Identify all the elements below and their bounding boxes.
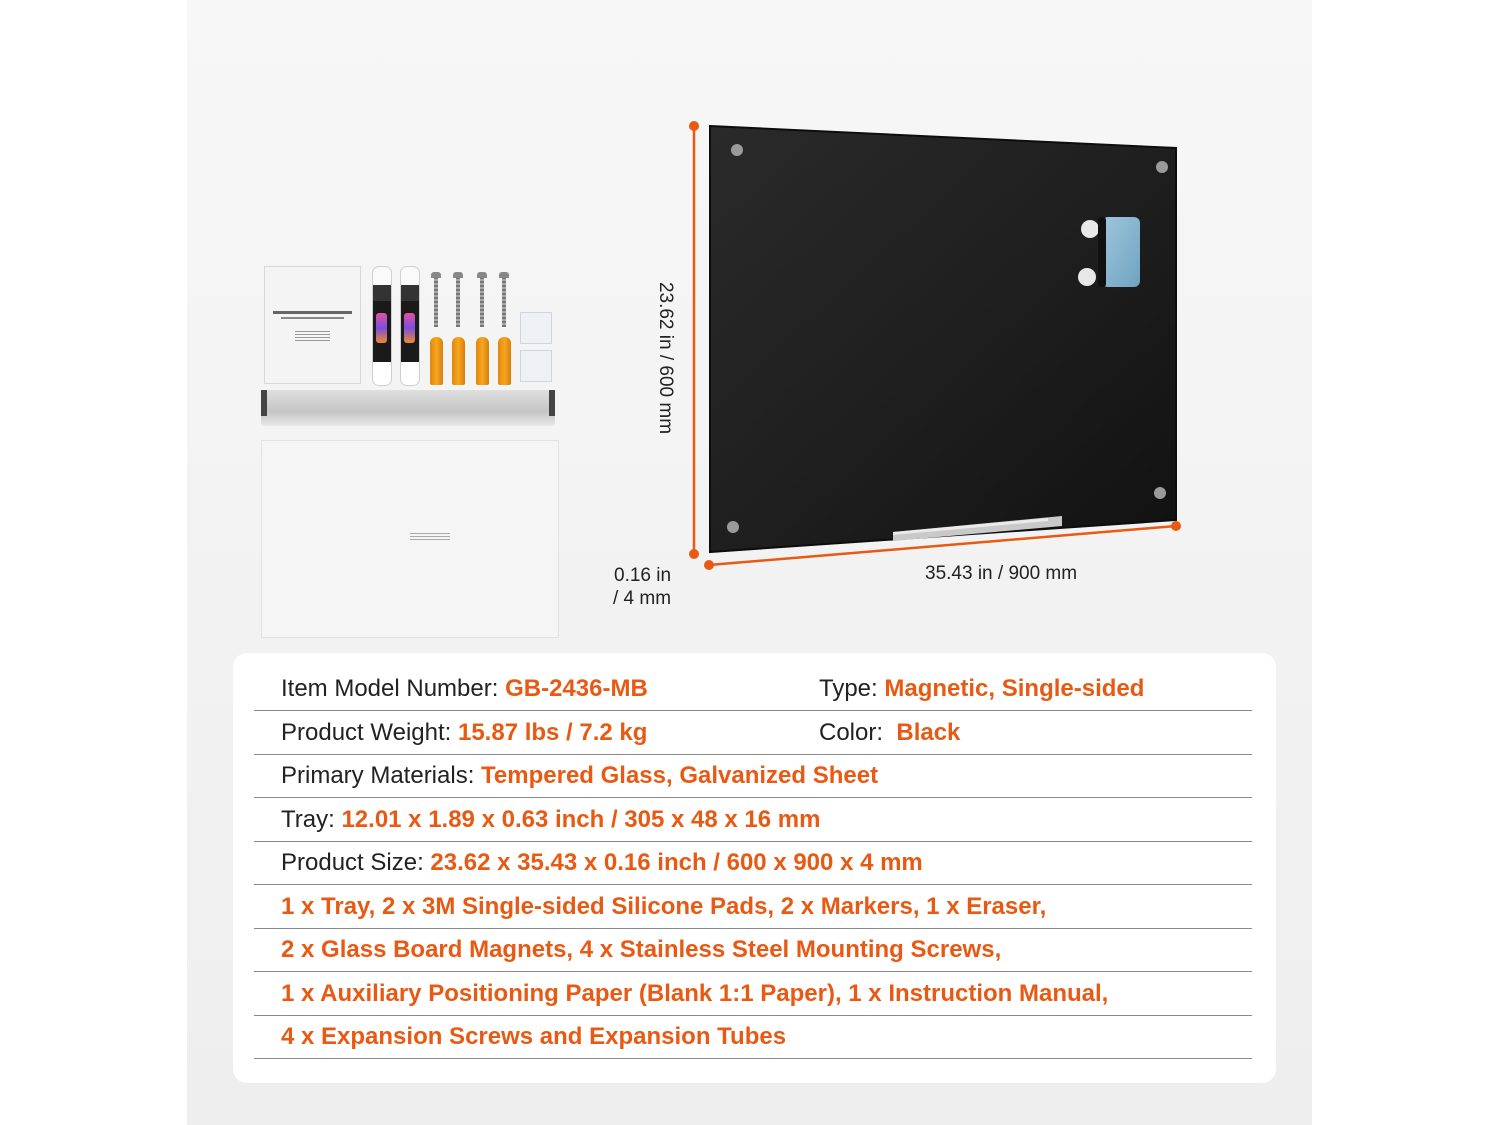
- type-label: Type:: [819, 675, 885, 702]
- type-value: Magnetic, Single-sided: [884, 675, 1145, 702]
- package-line: [254, 885, 1252, 929]
- board-magnet: [1078, 268, 1096, 286]
- height-dimension-label: 23.62 in / 600 mm: [655, 281, 676, 435]
- package-line: [254, 928, 1252, 972]
- spec-row-tray: [254, 798, 1252, 842]
- package-line-text: 2 x Glass Board Magnets, 4 x Stainless Steel Mounting Screws,: [281, 936, 1002, 963]
- width-dimension-label: 35.43 in / 900 mm: [925, 563, 1078, 584]
- tray-label: Tray:: [281, 806, 342, 833]
- board-magnet: [1081, 220, 1099, 238]
- board-mount-cap: [731, 144, 743, 156]
- model-label: Item Model Number:: [281, 675, 506, 702]
- board-mount-cap: [1156, 161, 1168, 173]
- materials-value: Tempered Glass, Galvanized Sheet: [481, 762, 879, 789]
- tray-value: 12.01 x 1.89 x 0.63 inch / 305 x 48 x 16 mm: [341, 806, 821, 833]
- package-line-text: 1 x Auxiliary Positioning Paper (Blank 1:1 Paper), 1 x Instruction Manual,: [281, 980, 1109, 1007]
- size-value: 23.62 x 35.43 x 0.16 inch / 600 x 900 x 4 mm: [430, 849, 923, 876]
- spec-row-weight-color: [254, 711, 1252, 755]
- weight-label: Product Weight:: [281, 719, 458, 746]
- board-mount-cap: [1154, 487, 1166, 499]
- size-label: Product Size:: [281, 849, 431, 876]
- materials-label: Primary Materials:: [281, 762, 482, 789]
- spec-row-materials: [254, 754, 1252, 798]
- thickness-dimension-label: 0.16 in: [614, 565, 672, 586]
- spec-row-size: [254, 841, 1252, 885]
- spec-row-model-type: [254, 667, 1252, 711]
- package-line: [254, 972, 1252, 1016]
- color-value: Black: [896, 719, 961, 746]
- thickness-dimension-label-2: / 4 mm: [613, 588, 672, 609]
- board-mount-cap: [727, 521, 739, 533]
- model-value: GB-2436-MB: [505, 675, 648, 702]
- board-eraser: [1102, 217, 1140, 287]
- color-label: Color:: [819, 719, 897, 746]
- glass-board: [710, 126, 1176, 552]
- package-line-text: 1 x Tray, 2 x 3M Single-sided Silicone Pads, 2 x Markers, 1 x Eraser,: [281, 893, 1047, 920]
- package-line: [254, 1015, 1252, 1059]
- weight-value: 15.87 lbs / 7.2 kg: [457, 719, 648, 746]
- package-line-text: 4 x Expansion Screws and Expansion Tubes: [281, 1023, 787, 1050]
